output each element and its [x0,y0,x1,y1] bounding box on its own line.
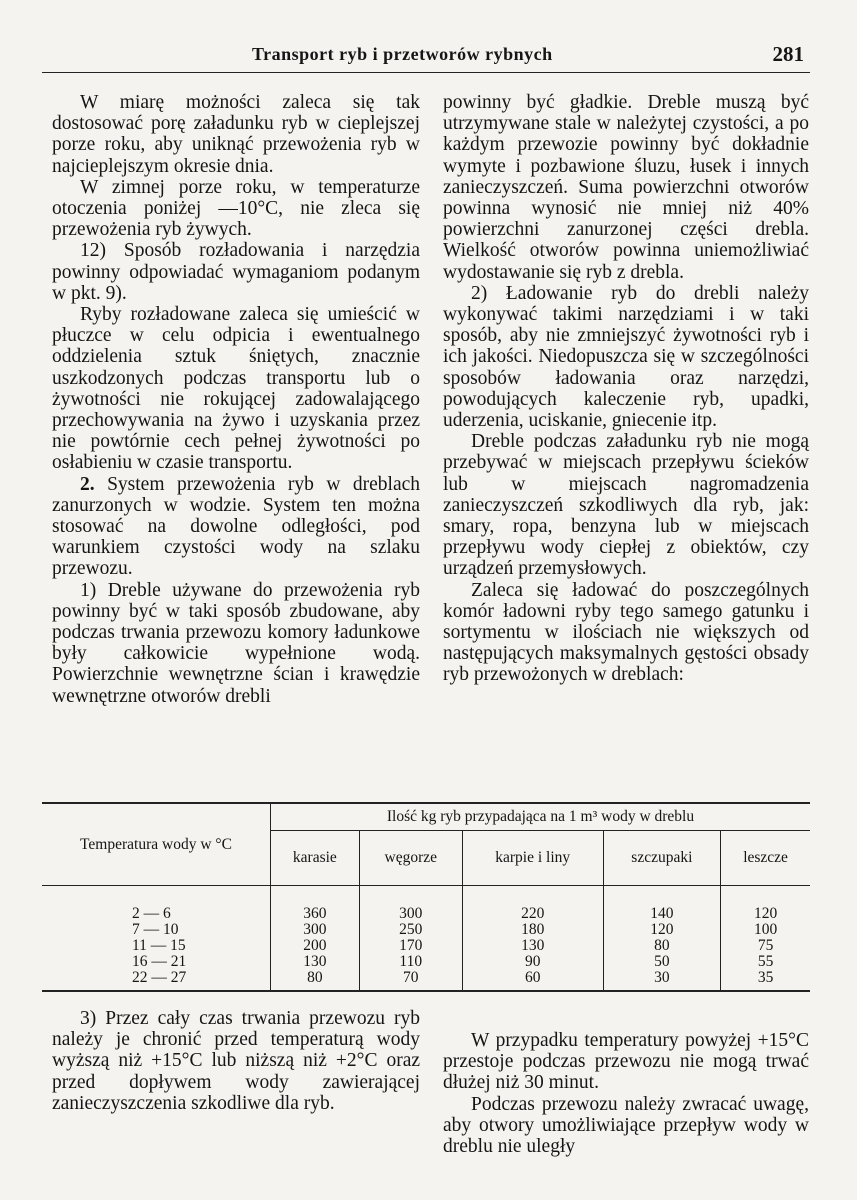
value-cell: 60 [462,970,603,991]
column-header: karasie [271,831,360,886]
value-cell: 200 [271,938,360,954]
temperature-cell: 7 — 10 [132,921,179,938]
value-cell: 170 [359,938,462,954]
table-row [42,970,810,991]
paragraph: 3) Przez cały czas trwania przewozu ryb należy je chronić przed temperaturą wody wyższą niż +15°C lub niższą niż +2°C oraz przed dopływem wody zawierającej zanieczyszczenia szkodliwe dla ryb. [52,1008,420,1114]
temperature-cell: 11 — 15 [132,937,186,954]
right-column [443,92,809,686]
right-bottom-column [443,1030,809,1157]
paragraph: 2) Ładowanie ryb do drebli należy wykonywać takimi narzędziami i w taki sposób, aby nie zmniejszyć żywotności ryb i ich jakości. Niedopuszcza się w szczególności sposobów ładowania oraz narzędzi, powodujących kaleczenie ryb, upadki, uderzenia, uciskanie, gniecenie itp. [443,282,809,432]
paragraph: W zimnej porze roku, w temperaturze otoczenia poniżej —10°C, nie zleca się przewożenia ryb żywych. [52,176,420,241]
paragraph: 1) Dreble używane do przewożenia ryb powinny być w taki sposób zbudowane, aby podczas trwania przewozu komory ładunkowe były całkowicie wypełnione wodą. Powierzchnie wewnętrzne ścian i krawędzie wewnętrzne otworów drebli [52,579,420,707]
running-header [42,40,810,73]
paragraph: Zaleca się ładować do poszczególnych komór ładowni ryby tego samego gatunku i sortymentu w ilościach nie większych od następujących maksymalnych gęstości obsady ryb przewożonych w dreblach: [443,579,809,686]
value-cell: 110 [359,954,462,970]
section-number: 2. [80,473,95,495]
paragraph: W przypadku temperatury powyżej +15°C przestoje podczas przewozu nie mogą trwać dłużej niż 30 minut. [443,1030,809,1094]
paragraph: 12) Sposób rozładowania i narzędzia powinny odpowiadać wymaganiom podanym w pkt. 9). [52,240,420,304]
column-header: karpie i liny [462,831,603,886]
table-row [42,886,810,923]
value-cell: 90 [462,954,603,970]
paragraph [52,474,420,580]
value-cell: 180 [462,922,603,938]
table-row [42,922,810,938]
paragraph: Ryby rozładowane zaleca się umieścić w płuczce w celu odpicia i ewentualnego oddzielenia sztuk śniętych, znacznie uszkodzonych podczas transportu lub o żywotności nie rokującej zadowalającego przechowywania na żywo i uzyskania przez nie powtórnie cech pełnej żywotności po osłabieniu w czasie transportu. [52,304,420,474]
value-cell: 80 [271,970,360,991]
value-cell: 55 [721,954,810,970]
stocking-density-table [42,802,810,992]
value-cell: 30 [603,970,721,991]
value-cell: 300 [271,922,360,938]
value-cell: 35 [721,970,810,991]
value-cell: 140 [603,886,721,923]
column-header: szczupaki [603,831,721,886]
running-title: Transport ryb i przetworów rybnych [252,44,553,64]
column-header: leszcze [721,831,810,886]
density-group-header: Ilość kg ryb przypadająca na 1 m³ wody w dreblu [271,803,811,831]
table-row [42,954,810,970]
temperature-cell: 22 — 27 [132,969,187,986]
value-cell: 70 [359,970,462,991]
value-cell: 80 [603,938,721,954]
value-cell: 300 [359,886,462,923]
temperature-cell: 2 — 6 [132,905,171,922]
paragraph-text: System przewożenia ryb w dreblach zanurzonych w wodzie. System ten można stosować na dowolne odległości, pod warunkiem czystości wody na szlaku przewozu. [52,473,420,580]
value-cell: 75 [721,938,810,954]
table-row [42,938,810,954]
value-cell: 130 [462,938,603,954]
left-column [52,92,420,707]
value-cell: 130 [271,954,360,970]
value-cell: 120 [603,922,721,938]
value-cell: 120 [721,886,810,923]
temperature-header: Temperatura wody w °C [42,803,271,886]
paragraph: powinny być gładkie. Dreble muszą być utrzymywane stale w należytej czystości, a po każdym przewozie powinny być dokładnie wymyte i pozbawione śluzu, łusek i innych zanieczyszczeń. Suma powierzchni otworów powinna wynosić nie mniej niż 40% powierzchni zanurzonej części drebla. Wielkość otworów powinna uniemożliwiać wydostawanie się ryb z drebla. [443,92,809,283]
temperature-cell: 16 — 21 [132,953,187,970]
paragraph: Dreble podczas załadunku ryb nie mogą przebywać w miejscach przepływu ścieków lub w miejscach nagromadzenia zanieczyszczeń szkodliwych dla ryb, jak: smary, ropa, benzyna lub w miejscach przepływu wody ciepłej z obiektów, czy urządzeń przemysłowych. [443,431,809,580]
left-bottom-column [52,1008,420,1114]
value-cell: 220 [462,886,603,923]
value-cell: 250 [359,922,462,938]
column-header: węgorze [359,831,462,886]
paragraph: Podczas przewozu należy zwracać uwagę, aby otwory umożliwiające przepływ wody w dreblu nie uległy [443,1093,809,1158]
value-cell: 100 [721,922,810,938]
value-cell: 50 [603,954,721,970]
page-number: 281 [772,42,804,66]
value-cell: 360 [271,886,360,923]
paragraph: W miarę możności zaleca się tak dostosować porę załadunku ryb w cieplejszej porze roku, aby uniknąć przewożenia ryb w najcieplejszym okresie dnia. [52,92,420,177]
